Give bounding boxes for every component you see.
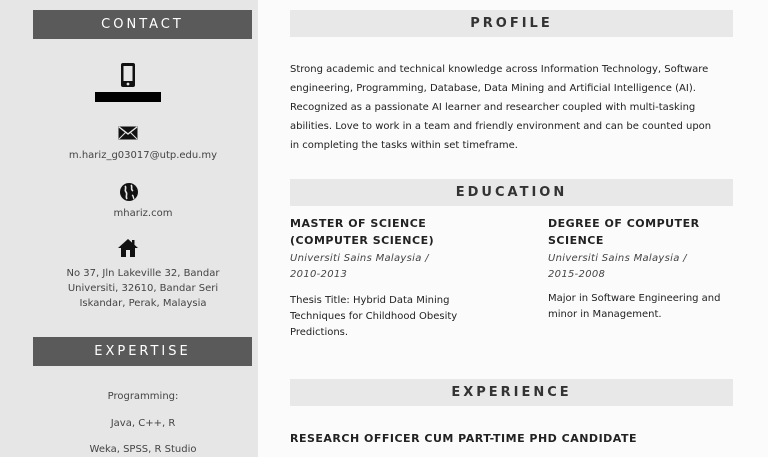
contact-website[interactable]: mhariz.com — [113, 208, 173, 219]
contact-email[interactable]: m.hariz_g03017@utp.edu.my — [68, 150, 218, 161]
degree-title-line: (COMPUTER SCIENCE) — [290, 234, 435, 247]
address-line: Iskandar, Perak, Malaysia — [79, 298, 207, 309]
description-line: Major in Software Engineering and — [548, 293, 721, 304]
description-line: Predictions. — [290, 327, 349, 338]
profile-line: engineering, Programming, Database, Data Mining and Artificial Intelligence (AI). — [290, 83, 696, 94]
degree-title — [548, 215, 748, 249]
profile-line: Strong academic and technical knowledge across Information Technology, Software — [290, 64, 709, 75]
degree-description — [548, 291, 748, 323]
degree-title-line: DEGREE OF COMPUTER — [548, 217, 700, 230]
degree-title — [290, 215, 510, 249]
expertise-item: Programming: — [107, 391, 179, 402]
expertise-item: Weka, SPSS, R Studio — [89, 444, 197, 455]
institution-line: Universiti Sains Malaysia / — [290, 253, 429, 264]
profile-line: abilities. Love to work in a team and friendly environment and can be counted upon — [290, 121, 712, 132]
globe-icon — [119, 182, 139, 202]
institution-line: 2015-2008 — [548, 269, 606, 280]
profile-line: Recognized as a passionate AI learner and researcher coupled with multi-tasking — [290, 102, 696, 113]
redacted-phone-number — [95, 92, 161, 102]
profile-text — [290, 60, 740, 155]
contact-address — [48, 266, 238, 311]
address-line: Universiti, 32610, Bandar Seri — [67, 283, 219, 294]
description-line: Thesis Title: Hybrid Data Mining — [290, 295, 450, 306]
address-line: No 37, Jln Lakeville 32, Bandar — [66, 268, 220, 279]
profile-heading: PROFILE — [290, 10, 733, 37]
degree-institution — [548, 251, 748, 283]
institution-line: 2010-2013 — [290, 269, 348, 280]
education-heading: EDUCATION — [290, 179, 733, 206]
profile-line: in completing the tasks within set timeframe. — [290, 140, 518, 151]
degree-institution — [290, 251, 510, 283]
phone-icon — [119, 62, 137, 88]
degree-description — [290, 293, 490, 341]
description-line: Techniques for Childhood Obesity — [290, 311, 458, 322]
degree-title-line: MASTER OF SCIENCE — [290, 217, 427, 230]
degree-title-line: SCIENCE — [548, 234, 604, 247]
experience-heading: EXPERIENCE — [290, 379, 733, 406]
expertise-heading: EXPERTISE — [33, 337, 252, 366]
home-icon — [117, 238, 139, 258]
description-line: minor in Management. — [548, 309, 662, 320]
envelope-icon — [118, 126, 138, 140]
contact-heading: CONTACT — [33, 10, 252, 39]
institution-line: Universiti Sains Malaysia / — [548, 253, 687, 264]
expertise-item: Java, C++, R — [110, 418, 176, 429]
job-title: RESEARCH OFFICER CUM PART-TIME PHD CANDIDATE — [290, 432, 637, 445]
